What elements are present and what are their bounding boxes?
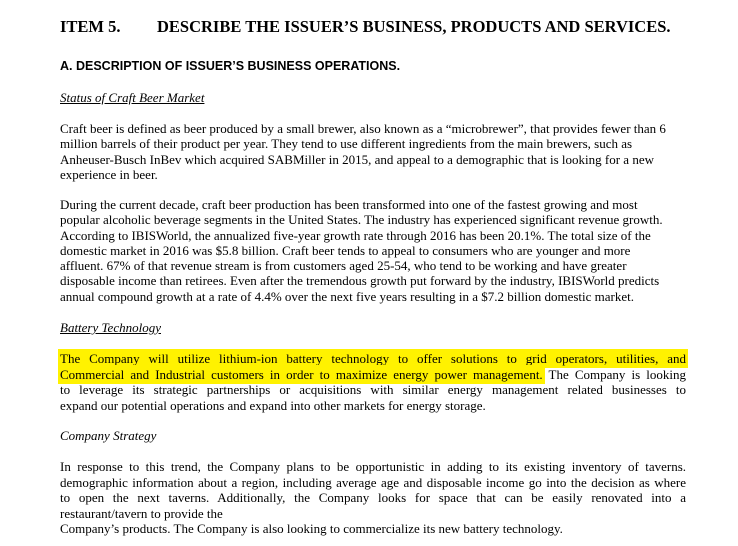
paragraph-line: annual compound growth at a rate of 4.4% over the next five years resulting in a $7.2 billion domestic market. [60, 288, 635, 304]
paragraph-text: The Company is looking [542, 366, 686, 382]
section-subheading: A. DESCRIPTION OF ISSUER’S BUSINESS OPERATIONS. [60, 59, 401, 73]
craft-beer-paragraph-2 [60, 197, 663, 304]
craft-beer-section-title: Status of Craft Beer Market [60, 90, 205, 105]
paragraph-line: experience in beer. [60, 166, 158, 182]
item-number: ITEM 5. [60, 17, 121, 36]
paragraph-line: According to IBISWorld, the annualized five-year growth rate through 2016 has been 20.1%. The total size of the [60, 227, 651, 243]
highlighted-text: The Company will utilize lithium-ion battery technology to offer solutions to grid operators, utilities, and [60, 351, 686, 366]
paragraph-line: disposable income than retirees. Even after the tremendous growth put forward by the industry, IBISWorld predicts [60, 273, 660, 289]
paragraph-line: Company’s products. The Company is also looking to commercialize its new battery technology. [60, 521, 563, 537]
paragraph-line: During the current decade, craft beer production has been transformed into one of the fastest growing and most [60, 197, 638, 212]
paragraph-line [60, 367, 686, 383]
battery-section-title: Battery Technology [60, 320, 161, 335]
paragraph-line: demographic information about a region, including average age and disposable income go into the decision as where [60, 474, 686, 490]
paragraph-line: Craft beer is defined as beer produced by a small brewer, also known as a “microbrewer”, that provides fewer than 6 [60, 121, 666, 136]
paragraph-line: restaurant/tavern to provide the [60, 505, 223, 521]
paragraph-line [60, 351, 686, 367]
battery-paragraph [60, 351, 686, 413]
strategy-section-title: Company Strategy [60, 428, 157, 443]
item-heading [60, 17, 671, 37]
paragraph-line: domestic market in 2016 was $5.8 billion. Craft beer tends to appeal to consumers who are younger and more [60, 242, 631, 258]
paragraph-line: Anheuser-Busch InBev which acquired SABMiller in 2015, and appeal to a demographic that is looking for a new [60, 151, 654, 167]
paragraph-line: million barrels of their product per year. They tend to use different ingredients from the main brewers, such as [60, 136, 633, 152]
paragraph-line: popular alcoholic beverage segments in the United States. The industry has experienced significant revenue growth. [60, 212, 663, 228]
paragraph-line: affluent. 67% of that revenue stream is from customers aged 25-54, who tend to be working and have greater [60, 258, 627, 274]
paragraph-line: In response to this trend, the Company plans to be opportunistic in adding to its existing inventory of taverns. [60, 459, 686, 474]
paragraph-line: to leverage its strategic partnerships or acquisitions with similar energy management related businesses to [60, 382, 686, 398]
paragraph-line: to open the next taverns. Additionally, the Company looks for space that can be easily renovated into a [60, 490, 686, 506]
highlighted-text: Commercial and Industrial customers in order to maximize energy power management. [60, 366, 543, 382]
paragraph-line: expand our potential operations and expand into other markets for energy storage. [60, 397, 486, 413]
craft-beer-paragraph-1 [60, 121, 666, 182]
strategy-paragraph [60, 459, 686, 537]
item-title: DESCRIBE THE ISSUER’S BUSINESS, PRODUCTS AND SERVICES. [157, 17, 671, 36]
